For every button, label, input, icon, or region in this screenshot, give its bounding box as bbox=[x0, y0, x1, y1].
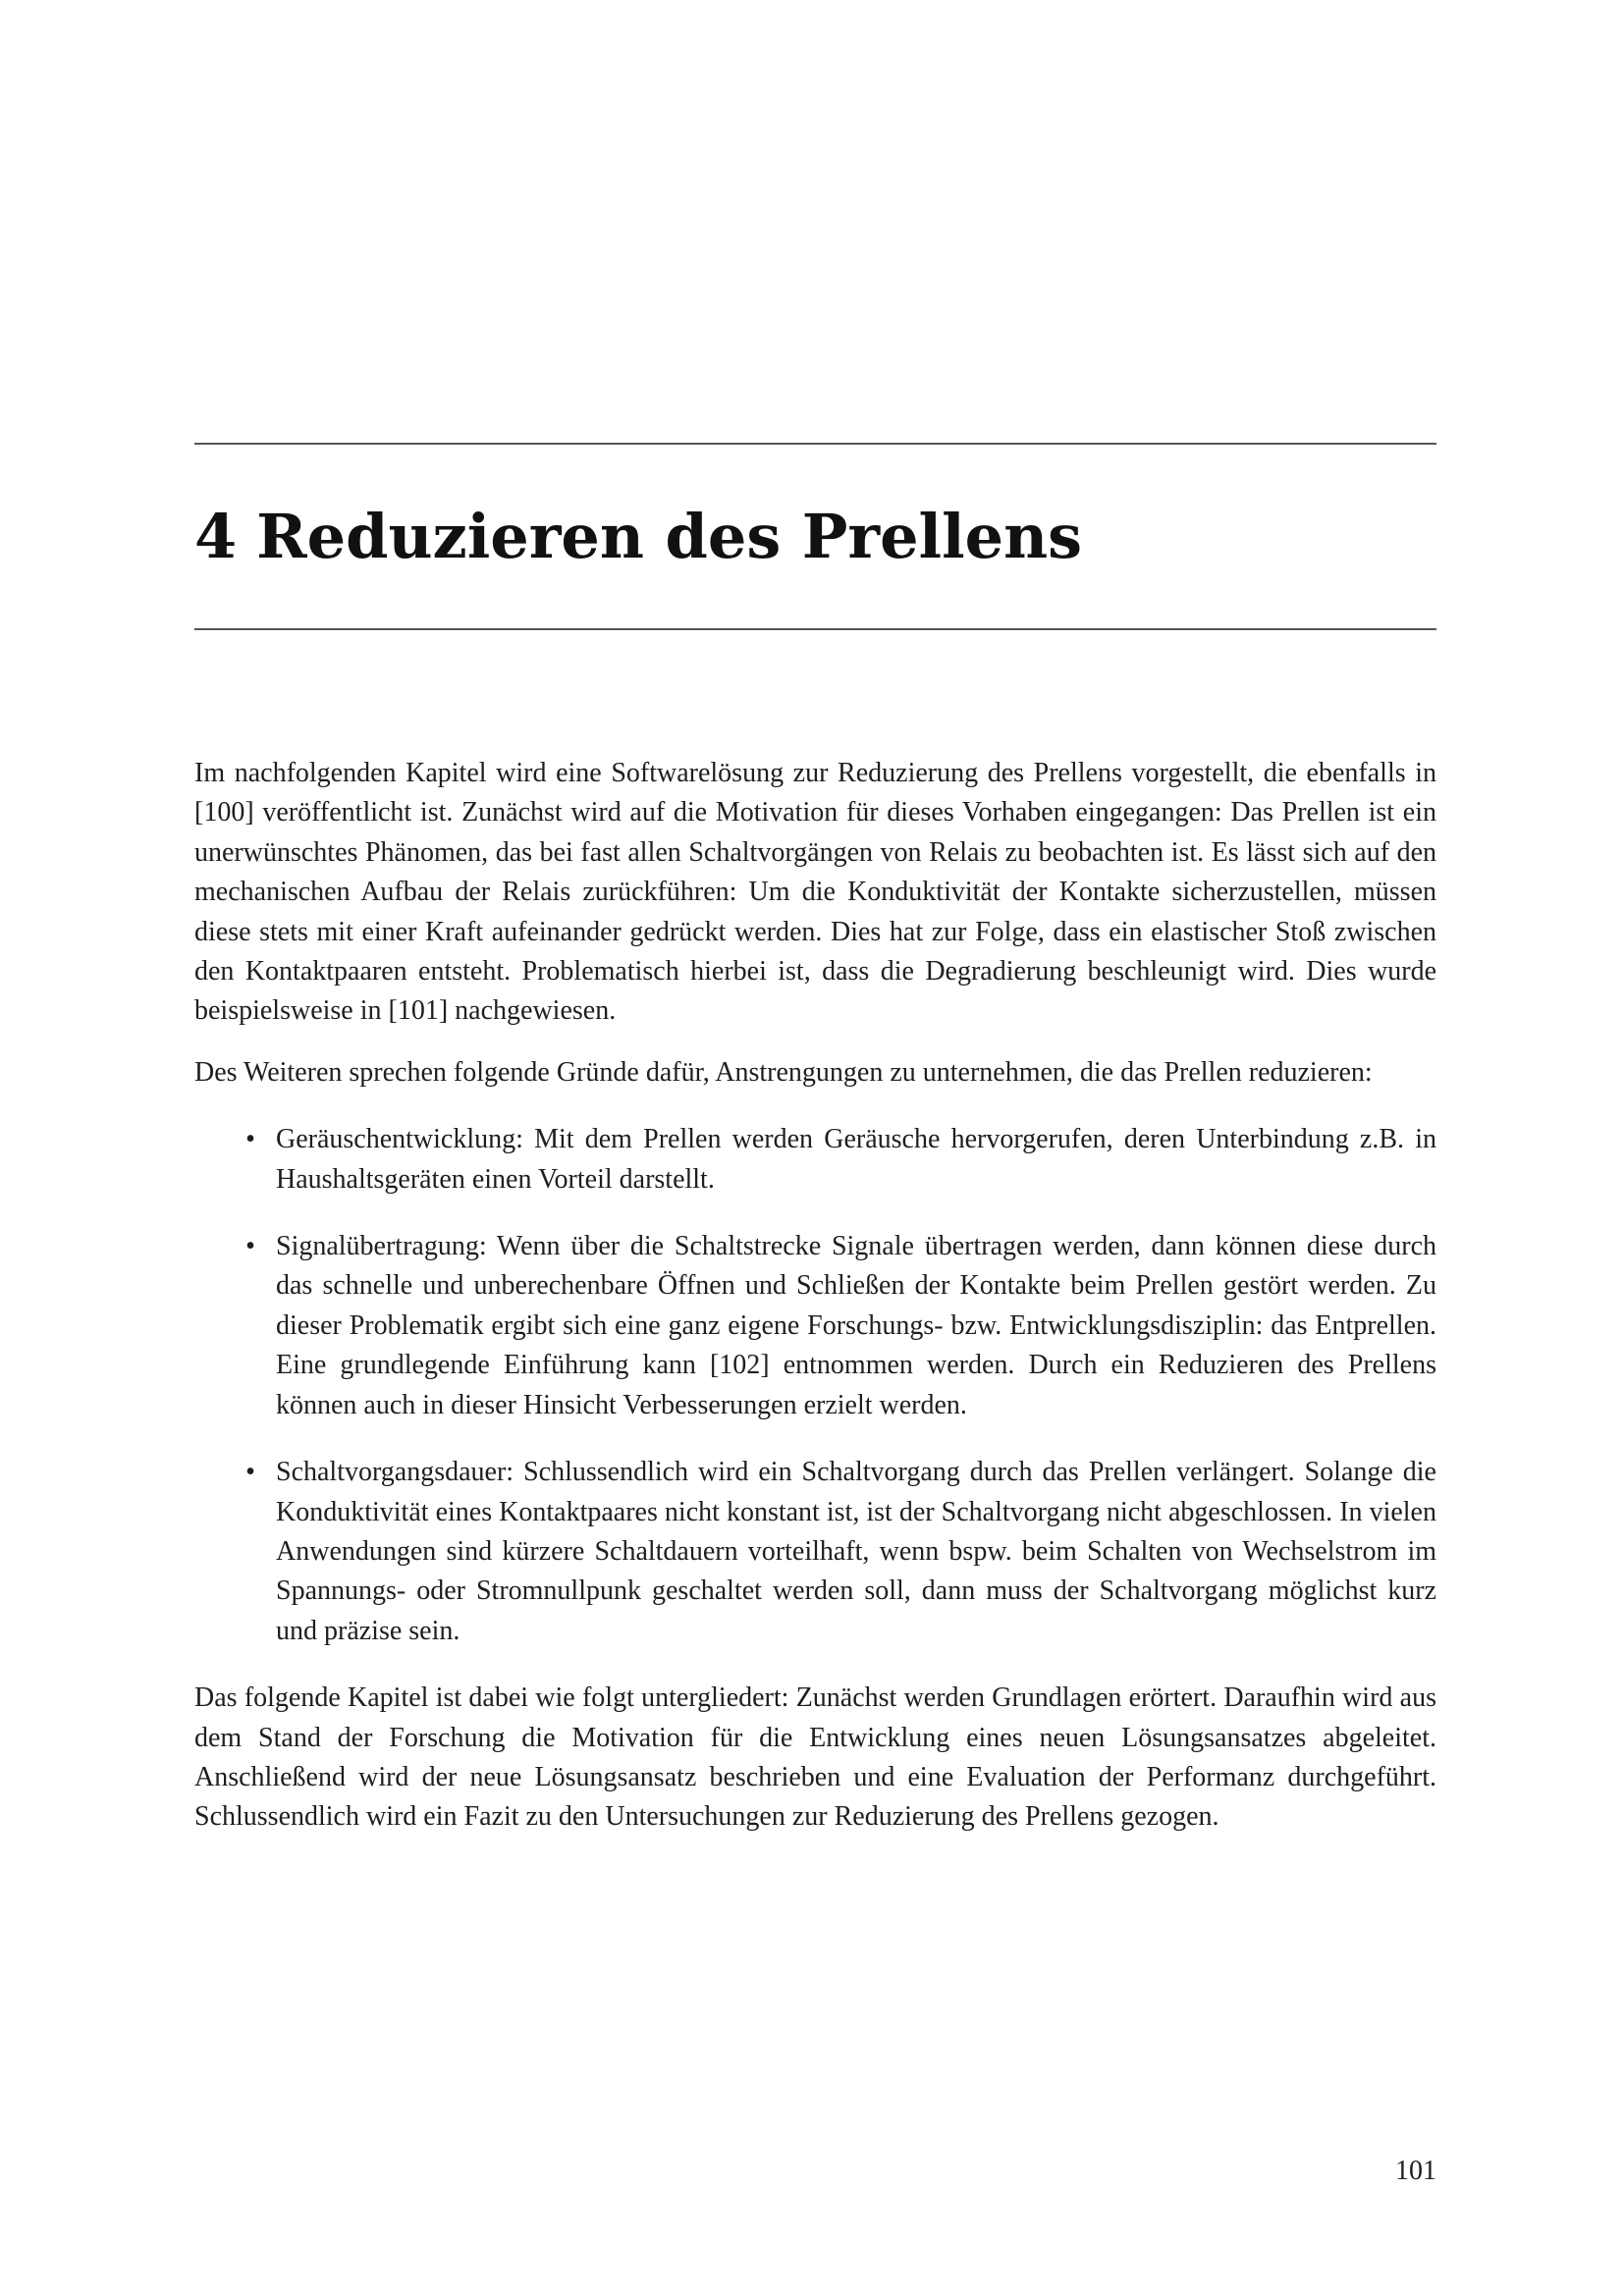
chapter-title-text: Reduzieren des Prellens bbox=[256, 501, 1083, 572]
reasons-list bbox=[194, 1120, 1436, 1651]
reason-text: Geräuschentwicklung: Mit dem Prellen werden Geräusche hervorgerufen, deren Unterbindung z.B. in Haushaltsgeräten einen Vorteil darstellt. bbox=[276, 1124, 1436, 1195]
bullet-icon: • bbox=[245, 1231, 255, 1262]
chapter-number: 4 bbox=[194, 501, 238, 572]
bullet-icon: • bbox=[245, 1124, 255, 1155]
page-number: 101 bbox=[1395, 2156, 1436, 2186]
reasons-intro-paragraph: Des Weiteren sprechen folgende Gründe dafür, Anstrengungen zu unternehmen, die das Prellen reduzieren: bbox=[194, 1056, 1373, 1088]
chapter-title bbox=[194, 501, 1436, 573]
reason-item bbox=[194, 1120, 1436, 1200]
reason-text: Signalübertragung: Wenn über die Schaltstrecke Signale übertragen werden, dann können diese durch das schnelle und unberechenbare Öffnen und Schließen der Kontakte beim Prellen gestört werden. Zu dieser Problematik ergibt sich eine ganz eigene Forschungs- bzw. Entwicklungsdisziplin: das Entprellen. Eine grundlegende Einführung kann [102] entnommen werden. Durch ein Reduzieren des Prellens können auch in dieser Hinsicht Verbesserungen erzielt werden. bbox=[276, 1231, 1436, 1420]
intro-paragraph: Im nachfolgenden Kapitel wird eine Softwarelösung zur Reduzierung des Prellens vorgestellt, die ebenfalls in [100] veröffentlicht ist. Zunächst wird auf die Motivation für dieses Vorhaben eingegangen: Das Prellen ist ein unerwünschtes Phänomen, das bei fast allen Schaltvorgängen von Relais zu beobachten ist. Es lässt sich auf den mechanischen Aufbau der Relais zurückführen: Um die Konduktivität der Kontakte sicherzustellen, müssen diese stets mit einer Kraft aufeinander gedrückt werden. Dies hat zur Folge, dass ein elastischer Stoß zwischen den Kontaktpaaren entsteht. Problematisch hierbei ist, dass die Degradierung beschleunigt wird. Dies wurde beispielsweise in [101] nachgewiesen. bbox=[194, 758, 1436, 1027]
reason-text: Schaltvorgangsdauer: Schlussendlich wird ein Schaltvorgang durch das Prellen verlängert. Solange die Konduktivität eines Kontaktpaares nicht konstant ist, ist der Schaltvorgang nicht abgeschlossen. In vielen Anwendungen sind kürzere Schaltdauern vorteilhaft, wenn bspw. beim Schalten von Wechselstrom im Spannungs- oder Stromnullpunk geschaltet werden soll, dann muss der Schaltvorgang möglichst kurz und präzise sein. bbox=[276, 1457, 1436, 1646]
reason-item bbox=[194, 1227, 1436, 1425]
chapter-rule-bottom bbox=[194, 628, 1436, 630]
chapter-body bbox=[194, 754, 1436, 1859]
reason-item bbox=[194, 1453, 1436, 1651]
bullet-icon: • bbox=[245, 1457, 255, 1488]
outline-paragraph: Das folgende Kapitel ist dabei wie folgt untergliedert: Zunächst werden Grundlagen erörtert. Daraufhin wird aus dem Stand der Forschung die Motivation für die Entwicklung eines neuen Lösungsansatzes abgeleitet. Anschließend wird der neue Lösungsansatz beschrieben und eine Evaluation der Performanz durchgeführt. Schlussendlich wird ein Fazit zu den Untersuchungen zur Reduzierung des Prellens gezogen. bbox=[194, 1682, 1436, 1833]
chapter-rule-top bbox=[194, 443, 1436, 445]
